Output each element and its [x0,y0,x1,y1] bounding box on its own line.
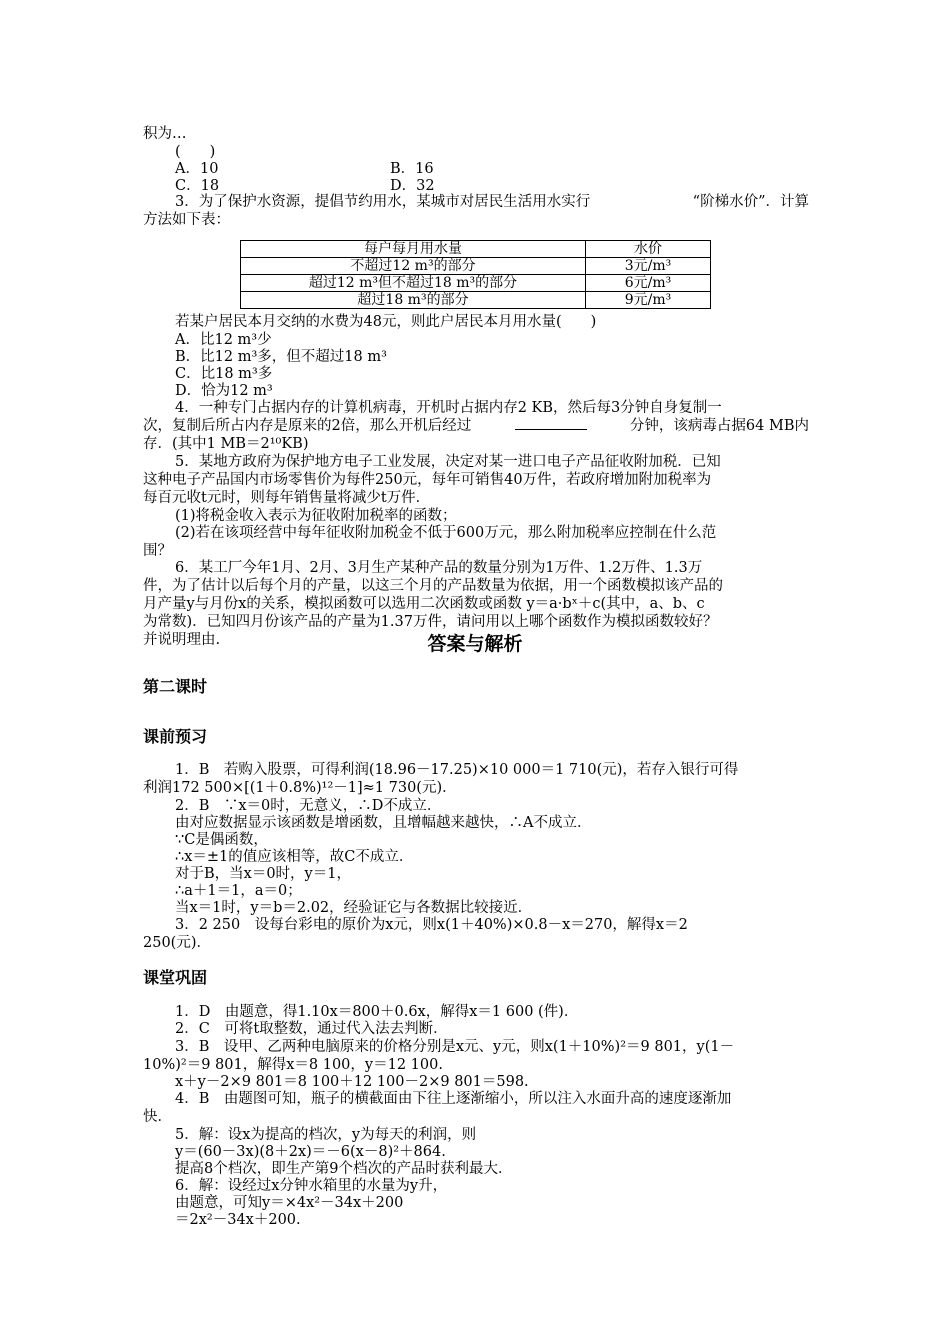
q4-answer-blank [515,417,587,430]
class-answer-3-line-2: 10%)²＝9 801，解得x＝8 100，y＝12 100. [143,1057,443,1073]
pre-answer-2-line-2: 由对应数据显示该函数是增函数，且增幅越来越快，∴A不成立． [175,815,592,831]
q3-intro-line-2: 方法如下表： [143,212,230,228]
q5-line-1: 5．某地方政府为保护地方电子工业发展，决定对某一进口电子产品征收附加税．已知 [175,454,721,470]
q2-option-d: D．32 [390,178,435,194]
q3-intro-line-1 [175,193,809,211]
table-cell-price: 6元/m³ [586,275,711,292]
q4-line-2-part-2: 分钟，该病毒占据64 MB内 [629,418,809,434]
q4-line-1: 4．一种专门占据内存的计算机病毒，开机时占据内存2 KB，然后每3分钟自身复制一 [175,400,722,416]
q5-line-3: 每百元收t元时，则每年销售量将减少t万件． [143,490,431,506]
pre-answer-3-line-2: 250(元)． [143,935,211,951]
pre-answer-2-line-3: ∵C是偶函数， [175,832,268,848]
table-cell-usage: 超过12 m³但不超过18 m³的部分 [241,275,586,292]
answers-title: 答案与解析 [427,633,523,655]
table-row [241,258,711,275]
table-row [241,275,711,292]
q6-line-1: 6．某工厂今年1月、2月、3月生产某种产品的数量分别为1万件、1.2万件、1.3万 [175,560,703,576]
class-heading: 课堂巩固 [143,968,208,987]
q4-line-3: 存．(其中1 MB＝2¹⁰KB) [143,436,309,452]
q5-line-2: 这种电子产品国内市场零售价为每件250元，每年可销售40万件，若政府增加附加税率为 [143,472,712,488]
q3-question: 若某户居民本月交纳的水费为48元，则此户居民本月用水量( ) [175,314,597,330]
q4-line-2 [143,417,809,435]
preview-heading: 课前预习 [143,727,208,746]
q2-option-a: A．10 [175,161,219,177]
lesson-heading: 第二课时 [143,677,208,696]
table-cell-price: 3元/m³ [586,258,711,275]
pre-answer-2-line-7: 当x＝1时，y＝b＝2.02，经验证它与各数据比较接近． [175,900,533,916]
pre-answer-2-line-1: 2．B ∵x＝0时，无意义，∴D不成立． [175,798,442,814]
table-cell-usage: 不超过12 m³的部分 [241,258,586,275]
class-answer-3-line-3: x＋y－2×9 801＝8 100＋12 100－2×9 801＝598. [175,1074,529,1090]
table-cell-price: 9元/m³ [586,292,711,309]
table-header-row [241,241,711,258]
pre-answer-2-line-6: ∴a＋1＝1，a＝0； [175,883,302,899]
table-row [241,292,711,309]
q2-option-c: C．18 [175,178,220,194]
q3-option-c: C．比18 m³多 [175,366,273,382]
pre-answer-2-line-4: ∴x＝±1的值应该相等，故C不成立． [175,849,414,865]
q3-intro-part-1: 3．为了保护水资源，提倡节约用水，某城市对居民生活用水实行 [175,194,591,210]
class-answer-4-line-1: 4．B 由题图可知，瓶子的横截面由下往上逐渐缩小，所以注入水面升高的速度逐渐加 [175,1091,732,1107]
q6-line-3: 月产量y与月份x的关系，模拟函数可以选用二次函数或函数 y＝a·bˣ＋c(其中，a、b、c [143,596,705,612]
class-answer-4-line-2: 快． [143,1109,172,1125]
water-price-table [240,240,711,309]
q3-option-b: B．比12 m³多，但不超过18 m³ [175,349,387,365]
class-answer-5-line-1: 5．解：设x为提高的档次，y为每天的利润，则 [175,1127,477,1143]
pre-answer-1-line-2: 利润172 500×[(1＋0.8%)¹²－1]≈1 730(元)． [143,780,457,796]
class-answer-5-line-3: 提高8个档次，即生产第9个档次的产品时获利最大． [175,1161,513,1177]
q6-line-5: 并说明理由. [143,632,221,648]
q3-option-d: D．恰为12 m³ [175,383,273,399]
class-answer-6-line-3: ＝2x²－34x＋200. [175,1212,301,1228]
class-answer-6-line-2: 由题意，可知y＝×4x²－34x＋200 [175,1195,404,1211]
class-answer-5-line-2: y＝(60－3x)(8＋2x)＝－6(x－8)²＋864. [175,1144,446,1160]
table-header-price: 水价 [586,241,711,258]
pre-answer-2-line-5: 对于B，当x＝0时，y＝1， [175,866,351,882]
q4-line-2-part-1: 次，复制后所占内存是原来的2倍，那么开机后经过 [143,418,472,434]
class-answer-1: 1．D 由题意，得1.10x＝800＋0.6x，解得x＝1 600 (件)． [175,1004,579,1020]
table-header-usage: 每户每月用水量 [241,241,586,258]
q3-intro-part-2: “阶梯水价”．计算 [692,194,809,210]
class-answer-6-line-1: 6．解：设经过x分钟水箱里的水量为y升， [175,1178,448,1194]
table-cell-usage: 超过18 m³的部分 [241,292,586,309]
q6-line-4: 为常数)．已知四月份该产品的产量为1.37万件，请问用以上哪个函数作为模拟函数较好？ [143,614,718,630]
pre-answer-3-line-1: 3．2 250 设每台彩电的原价为x元，则x(1＋40%)×0.8－x＝270，解得x＝2 [175,917,688,933]
q5-subquestion-2-cont: 围？ [143,543,172,559]
q2-answer-paren: ( ) [175,144,216,160]
q6-line-2: 件，为了估计以后每个月的产量，以这三个月的产品数量为依据，用一个函数模拟该产品的 [143,578,723,594]
pre-answer-1-line-1: 1．B 若购入股票，可得利润(18.96－17.25)×10 000＝1 710(元)，若存入银行可得 [175,762,739,778]
class-answer-3-line-1: 3．B 设甲、乙两种电脑原来的价格分别是x元、y元，则x(1＋10%)²＝9 801，y(1－ [175,1039,735,1055]
q5-subquestion-1: (1)将税金收入表示为征收附加税率的函数； [175,508,457,524]
q5-subquestion-2: (2)若在该项经营中每年征收附加税金不低于600万元，那么附加税率应控制在什么范 [175,525,717,541]
q3-option-a: A．比12 m³少 [175,332,272,348]
q2-tail: 积为… [143,126,187,142]
class-answer-2: 2．C 可将t取整数，通过代入法去判断． [175,1021,448,1037]
q2-option-b: B．16 [390,161,434,177]
